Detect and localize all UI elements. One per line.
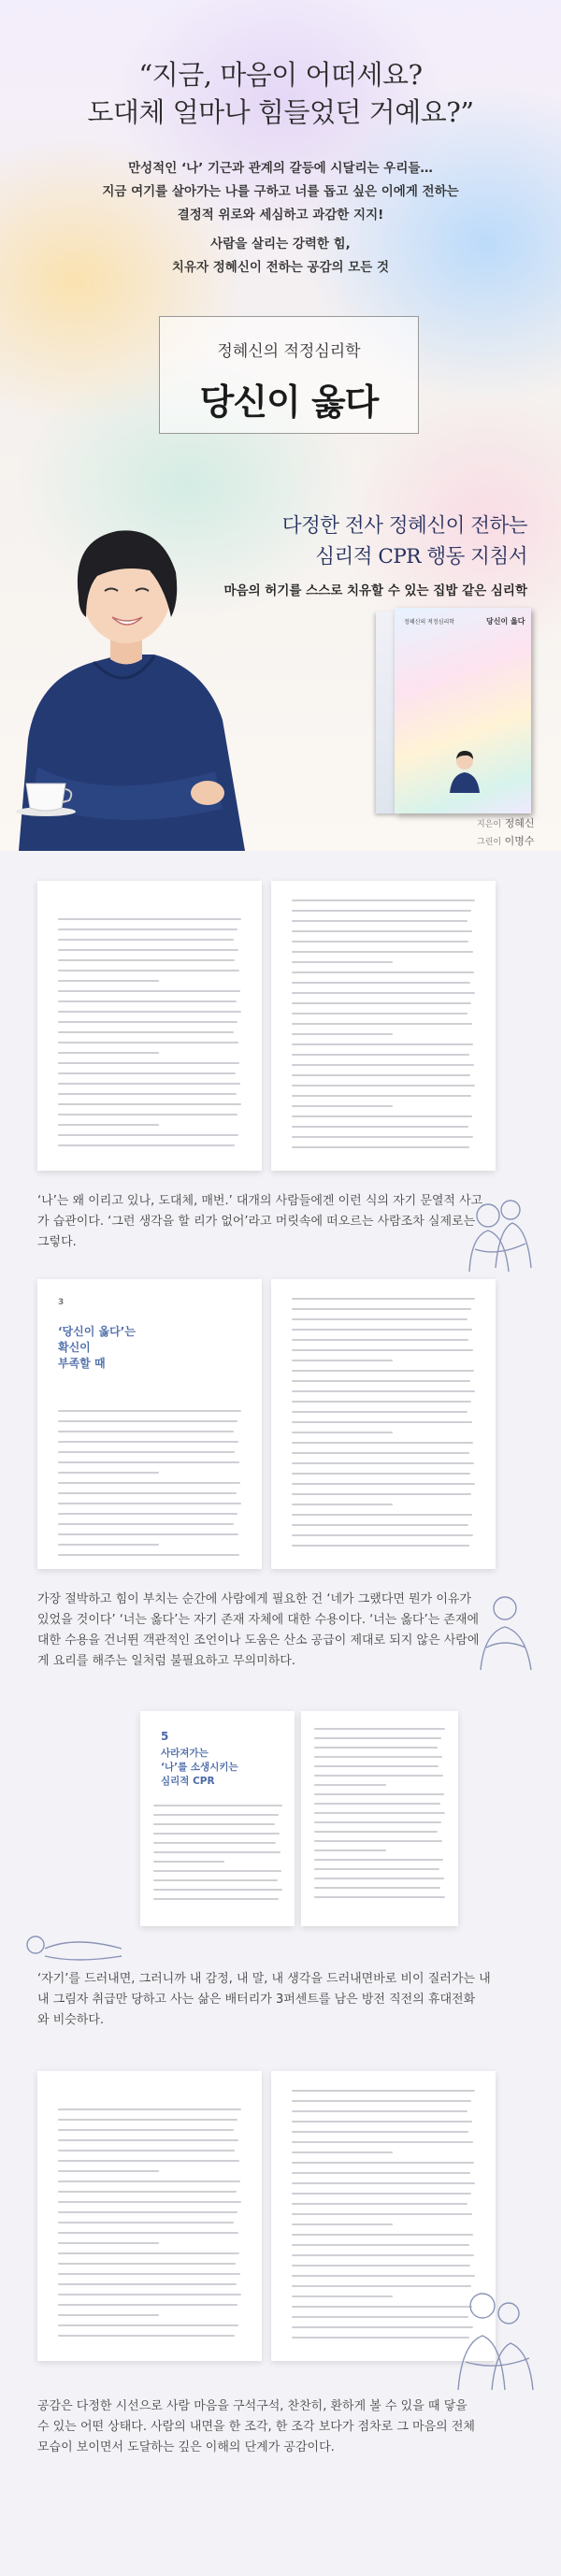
page-text-line — [58, 1451, 235, 1453]
caption-2-line-4: 게 요리를 해주는 일처럼 불필요하고 무의미하다. — [37, 1654, 295, 1668]
page-text-line — [58, 918, 241, 920]
page-text-line — [292, 1054, 469, 1056]
tagline-line-2: 심리적 CPR 행동 지침서 — [315, 545, 527, 568]
page-text-line — [314, 1747, 438, 1749]
page-text-line — [58, 1431, 234, 1432]
intro-line-1: 만성적인 ‘나’ 기근과 관계의 갈등에 시달리는 우리들… — [128, 161, 433, 176]
page-text-line — [292, 2151, 393, 2153]
page-text-line — [58, 1472, 159, 1474]
page-text-line — [292, 961, 393, 963]
page-text-line — [58, 949, 238, 951]
page-text-line — [292, 2090, 475, 2092]
page-text-line — [153, 1870, 281, 1872]
spread-2-right-page — [271, 1279, 496, 1569]
page-text-line — [292, 2265, 470, 2267]
page-text-line — [292, 1390, 475, 1392]
page-text-line — [58, 1461, 239, 1463]
page-text-line — [58, 2129, 234, 2131]
page-text-line — [58, 1441, 238, 1443]
page-text-line — [58, 990, 240, 992]
spread-3-heading-line-3: 심리적 CPR — [161, 1776, 215, 1787]
author-name: 정혜신 — [504, 817, 535, 829]
page-text-line — [58, 970, 239, 971]
page-text-line — [292, 1115, 472, 1117]
intro-line-3: 결정적 위로와 세심하고 과감한 지지! — [177, 208, 384, 223]
page-text-line — [292, 1033, 393, 1035]
book-cover — [355, 608, 531, 823]
caption-4-line-1: 공감은 다정한 시선으로 사람 마음을 구석구석, 찬찬히, 환하게 볼 수 있을 때 닿을 — [37, 2399, 468, 2413]
page-text-line — [292, 1043, 473, 1045]
page-text-line — [292, 1013, 468, 1015]
page-text-line — [292, 1074, 470, 1076]
spread-3-chapter-number: 5 — [161, 1730, 169, 1743]
page-text-line — [58, 2170, 159, 2172]
page-text-line — [58, 2294, 241, 2295]
caption-3 — [37, 1969, 533, 2031]
page-text-line — [292, 2223, 393, 2225]
page-text-line — [58, 2119, 237, 2121]
page-text-line — [58, 1544, 159, 1546]
page-text-line — [292, 2193, 471, 2195]
page-text-line — [58, 1513, 237, 1515]
page-text-line — [58, 2283, 237, 2285]
page-text-line — [58, 1093, 237, 1095]
page-text-line — [314, 1812, 445, 1814]
page-text-line — [58, 1021, 237, 1023]
page-text-line — [314, 1756, 442, 1758]
page-text-line — [292, 1442, 473, 1444]
page-text-line — [314, 1840, 442, 1842]
page-text-line — [58, 980, 159, 982]
page-text-line — [58, 2108, 241, 2110]
caption-1-line-1: ‘나’는 왜 이리고 있나, 도대체, 매번.’ 대개의 사람들에겐 이런 식의 자기 문열적 사고 — [37, 1194, 483, 1208]
page-text-line — [292, 941, 468, 943]
page-text-line — [58, 1011, 241, 1013]
page-text-line — [58, 1114, 237, 1115]
page-text-line — [292, 2162, 474, 2164]
spread-1-left-page — [37, 881, 262, 1171]
spread-2-left-page — [37, 1279, 262, 1569]
spread-3-left-page — [140, 1711, 295, 1926]
page-text-line — [314, 1896, 445, 1898]
page-text-line — [292, 1136, 473, 1138]
page-text-line — [292, 2295, 393, 2297]
page-text-line — [292, 2100, 471, 2102]
page-text-line — [314, 1831, 438, 1833]
page-text-line — [292, 1432, 393, 1433]
page-text-line — [292, 951, 473, 953]
page-text-line — [292, 971, 474, 973]
page-text-line — [292, 899, 475, 901]
page-text-line — [292, 992, 475, 994]
page-text-line — [314, 1737, 441, 1739]
page-text-line — [292, 1318, 468, 1320]
page-text-line — [153, 1898, 279, 1900]
page-text-line — [58, 1523, 234, 1525]
figure-doodle-icon — [458, 1580, 552, 1674]
page-text-line — [314, 1878, 444, 1879]
page-text-line — [292, 1534, 473, 1536]
book-title: 당신이 옳다 — [199, 381, 379, 423]
page-text-line — [58, 2304, 237, 2306]
page-text-line — [58, 2324, 238, 2326]
page-text-line — [153, 1889, 282, 1891]
page-text-line — [292, 1023, 472, 1025]
page-text-line — [58, 2150, 235, 2151]
page-text-line — [292, 1085, 475, 1087]
page-text-line — [292, 1298, 475, 1300]
page-text-line — [58, 2191, 237, 2193]
book-subtitle: 정혜신의 적정심리학 — [217, 342, 361, 361]
spread-3-heading-line-1: 사라져가는 — [161, 1748, 209, 1759]
page-text-line — [58, 1482, 240, 1484]
spread-3-right-page — [301, 1711, 458, 1926]
caption-2-line-2: 있었을 것이다’ ‘너는 옳다’는 자기 존재 자체에 대한 수용이다. ‘너는 옳다’는 존재에 — [37, 1613, 480, 1627]
tagline-line-1: 다정한 전사 정혜신이 전하는 — [281, 514, 527, 538]
intro-line-2: 지금 여기를 살아가는 나를 구하고 너를 돕고 싶은 이에게 전하는 — [102, 184, 459, 199]
page-text-line — [292, 982, 470, 984]
spread-2-heading-line-2: 확신이 — [58, 1341, 91, 1354]
page-text-line — [58, 2263, 236, 2265]
page-text-line — [292, 2254, 474, 2256]
page-text-line — [153, 1842, 276, 1844]
page-text-line — [153, 1805, 282, 1806]
cover-title: 당신이 옳다 — [486, 617, 525, 626]
book-title-box — [159, 316, 419, 434]
page-text-line — [292, 1473, 470, 1475]
cover-author-illustration — [446, 748, 483, 793]
caption-4-line-3: 모습이 보이면서 도달하는 깊은 이해의 단계가 공감이다. — [37, 2440, 335, 2454]
page-text-line — [292, 1504, 393, 1505]
caption-3-line-1: ‘자기’를 드러내면, 그러니까 내 감정, 내 말, 내 생각을 드러내면바로 비이 질러가는 내 — [37, 1972, 491, 1986]
page-text-line — [58, 2314, 159, 2316]
author-label: 지은이 — [477, 820, 502, 829]
page-text-line — [58, 1103, 241, 1105]
spread-2-heading-line-3: 부족할 때 — [58, 1357, 106, 1370]
page-text-line — [292, 1105, 393, 1107]
book-spread-3 — [140, 1711, 458, 1926]
spread-1-right-page — [271, 881, 496, 1171]
page-text-line — [58, 1052, 159, 1054]
cover-small-title: 정혜신의 적정심리학 — [404, 619, 455, 626]
book-spread-1 — [37, 881, 524, 1171]
hero-section — [0, 0, 561, 851]
page-text-line — [292, 920, 468, 922]
illustrator-credit — [477, 833, 534, 851]
page-text-line — [292, 1095, 471, 1097]
page-text-line — [58, 1554, 239, 1556]
page-text-line — [314, 1868, 439, 1870]
page-text-line — [58, 1420, 237, 1422]
page-text-line — [292, 1411, 468, 1413]
page-text-line — [58, 1031, 234, 1033]
credit-lines — [477, 815, 534, 851]
page-text-line — [314, 1728, 445, 1730]
spread-4-left-page — [37, 2071, 262, 2361]
page-text-line — [153, 1851, 280, 1853]
page-text-line — [292, 1483, 475, 1485]
page-text-line — [58, 2222, 234, 2223]
page-text-line — [314, 1859, 443, 1861]
page-text-line — [58, 2139, 238, 2141]
page-text-line — [292, 1514, 472, 1516]
page-text-line — [153, 1861, 224, 1863]
page-text-line — [58, 1533, 238, 1535]
page-text-line — [58, 1124, 159, 1126]
page-text-line — [314, 1793, 444, 1795]
page-text-line — [314, 1765, 439, 1767]
caption-2-line-1: 가장 절박하고 힘이 부치는 순간에 사람에게 필요한 건 ‘네가 그랬다면 뭔가 이유가 — [37, 1592, 472, 1606]
spread-3-heading-line-2: ‘나’를 소생시키는 — [161, 1762, 238, 1773]
page-text-line — [58, 2273, 240, 2275]
page-text-line — [292, 1146, 469, 1148]
page-text-line — [292, 910, 471, 912]
preview-section — [0, 851, 561, 2576]
page-text-line — [292, 2182, 475, 2184]
book-front-cover — [395, 608, 531, 813]
page-text-line — [292, 1380, 470, 1382]
page-text-line — [292, 2172, 470, 2174]
page-text-line — [58, 2201, 241, 2203]
page-text-line — [153, 1879, 278, 1881]
embrace-doodle-icon — [439, 2272, 552, 2394]
page-text-line — [58, 2335, 235, 2337]
page-text-line — [153, 1833, 280, 1835]
page-text-line — [292, 1349, 473, 1351]
caption-1-line-2: 가 습관이다. ‘그런 생각을 할 리가 없어’라고 머릿속에 떠오르는 사람조차 실제로는 — [37, 1215, 476, 1229]
caption-4 — [37, 2396, 533, 2458]
page-text-line — [292, 2141, 473, 2143]
page-text-line — [58, 939, 234, 941]
page-text-line — [58, 1492, 237, 1494]
page-text-line — [292, 1462, 474, 1464]
illustrator-name: 이명수 — [504, 835, 535, 847]
page-text-line — [292, 1545, 469, 1547]
hug-doodle-icon — [449, 1178, 552, 1281]
page-text-line — [292, 2203, 468, 2205]
hero-quote-line-2: 도대체 얼마나 힘들었던 거예요?” — [87, 96, 474, 128]
lying-figure-doodle-icon — [19, 1907, 131, 1973]
page-text-line — [292, 2110, 468, 2112]
page-text-line — [314, 1775, 443, 1777]
page-text-line — [292, 1524, 468, 1526]
page-text-line — [292, 2213, 472, 2215]
illustrator-label: 그린이 — [477, 838, 502, 847]
page-text-line — [292, 1064, 474, 1066]
caption-3-line-3: 와 비슷하다. — [37, 2013, 105, 2027]
page-text-line — [314, 1784, 386, 1786]
spread-2-heading-line-1: ‘당신이 옳다’는 — [58, 1325, 136, 1338]
page-text-line — [292, 1308, 471, 1310]
spread-3-heading — [161, 1747, 238, 1789]
page-text-line — [292, 2121, 472, 2123]
page-text-line — [292, 2244, 469, 2246]
page-text-line — [292, 1452, 469, 1454]
tagline-sub: 마음의 허기를 스스로 치유할 수 있는 집밥 같은 심리학 — [223, 583, 527, 598]
page-text-line — [292, 930, 472, 932]
page-text-line — [153, 1823, 275, 1825]
page-text-line — [58, 2160, 239, 2162]
caption-4-line-2: 수 있는 어떤 상태다. 사람의 내면을 한 조각, 한 조각 보다가 점차로 그 마음의 전체 — [37, 2420, 475, 2434]
page-text-line — [292, 2234, 473, 2236]
spread-2-heading — [58, 1324, 136, 1372]
page-text-line — [314, 1849, 386, 1851]
caption-1-line-3: 그렇다. — [37, 1235, 77, 1249]
page-text-line — [292, 1002, 471, 1004]
page-text-line — [292, 1126, 468, 1128]
intro-line-5: 치유자 정혜신이 전하는 공감의 모든 것 — [171, 260, 390, 275]
page-text-line — [58, 1000, 237, 1002]
page-text-line — [58, 2252, 239, 2254]
page-text-line — [292, 1360, 393, 1361]
page-text-line — [58, 2242, 159, 2244]
page-text-line — [58, 1062, 239, 1064]
author-credit — [477, 815, 534, 833]
page-text-line — [292, 1493, 471, 1495]
page-text-line — [58, 928, 237, 930]
page-text-line — [58, 959, 235, 961]
page-text-line — [292, 1329, 472, 1331]
page-text-line — [292, 1401, 471, 1403]
page-text-line — [58, 2232, 238, 2234]
page-text-line — [58, 1072, 236, 1074]
page-text-line — [292, 1370, 474, 1372]
book-spread-2 — [37, 1279, 524, 1569]
book-spine — [376, 612, 396, 813]
page-text-line — [314, 1803, 440, 1805]
page-text-line — [292, 2131, 468, 2133]
page-text-line — [58, 1134, 238, 1136]
spread-2-chapter-mark: 3 — [58, 1298, 65, 1307]
page-text-line — [58, 2211, 237, 2213]
page-text-line — [58, 1083, 240, 1085]
page-text-line — [292, 1339, 468, 1341]
page-text-line — [58, 1042, 238, 1043]
caption-3-line-2: 내 그림자 취급만 당하고 사는 삶은 배터리가 3퍼센트를 남은 방전 직전의 휴대전화 — [37, 1993, 476, 2007]
page-text-line — [58, 1144, 235, 1146]
page-text-line — [58, 1410, 241, 1412]
caption-2-line-3: 대한 수용을 건너뛴 객관적인 조언이나 도움은 산소 공급이 제대로 되지 않은 사람에 — [37, 1633, 480, 1648]
page-text-line — [292, 1421, 472, 1423]
page-text-line — [58, 2180, 240, 2182]
hero-quote-line-1: “지금, 마음이 어떠세요? — [138, 59, 423, 91]
page-text-line — [314, 1821, 441, 1823]
page-text-line — [314, 1887, 440, 1889]
page-text-line — [58, 1503, 241, 1504]
intro-line-4: 사람을 살리는 강력한 힘, — [210, 237, 351, 252]
page-text-line — [153, 1814, 279, 1816]
coffee-cup-icon — [13, 776, 79, 817]
